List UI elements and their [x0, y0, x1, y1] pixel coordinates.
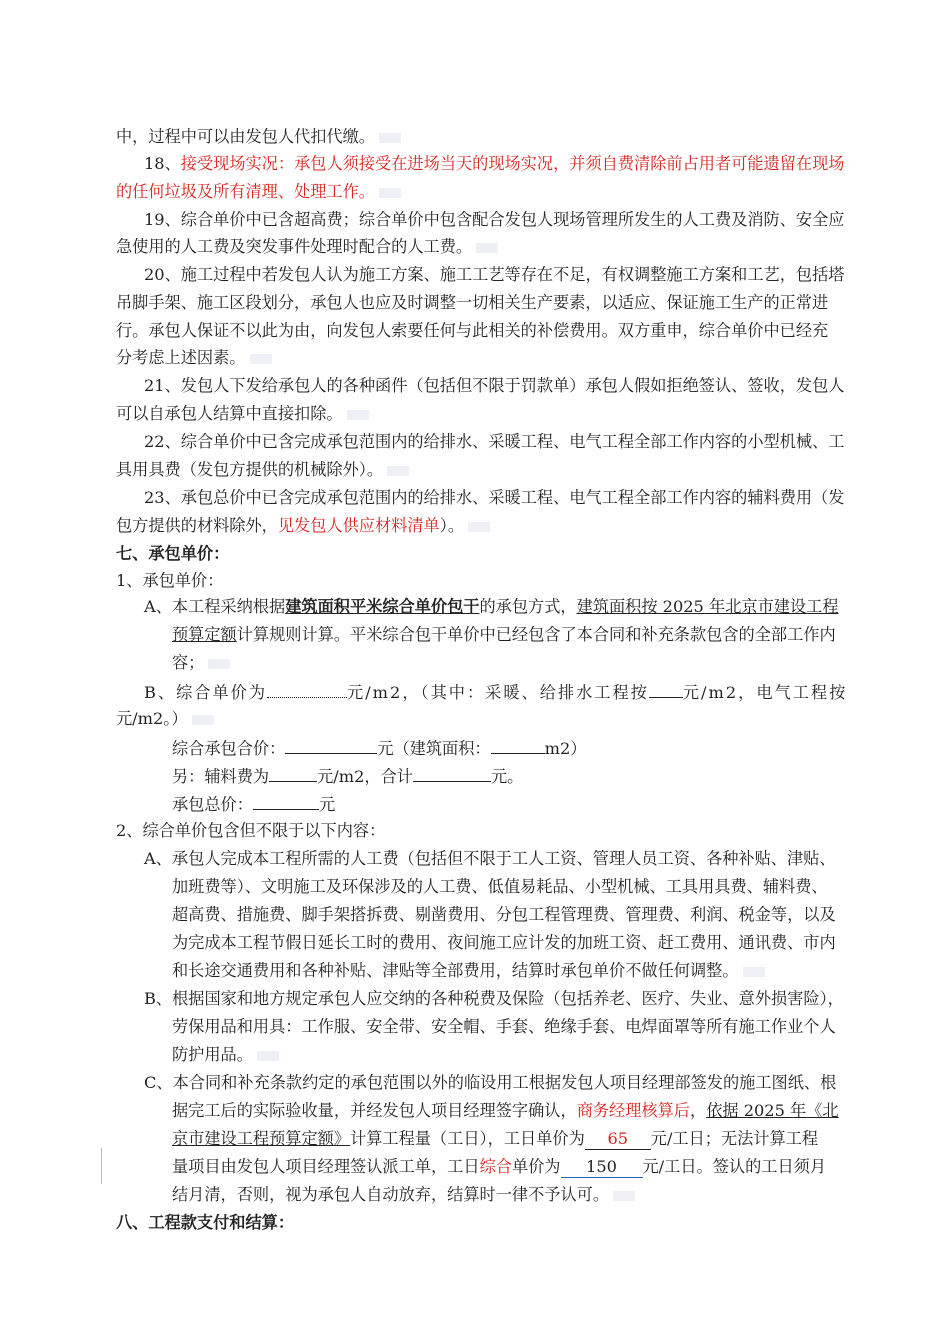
item-22-line1: 22、综合单价中已含完成承包范围内的给排水、采暖工程、电气工程全部工作内容的小型机械、工	[144, 432, 845, 451]
section-8-title: 八、工程款支付和结算：	[116, 1213, 295, 1232]
paragraph-mark	[257, 1051, 279, 1061]
grand-total-blank[interactable]	[253, 793, 319, 810]
unit-price-blank[interactable]	[267, 681, 347, 698]
paragraph-mark	[476, 243, 498, 253]
item-22-line2: 具用具费（发包方提供的机械除外）。	[116, 460, 409, 480]
clause-1a-line2: 预算定额计算规则计算。平米综合包干单价中已经包含了本合同和补充条款包含的全部工作内	[172, 625, 836, 644]
clause-2c-line5: 结月清，否则，视为承包人自动放弃，结算时一律不予认可。	[172, 1185, 635, 1205]
clause-2a-line2: 加班费等）、文明施工及环保涉及的人工费、低值易耗品、小型机械、工具用具费、辅料费、	[172, 877, 828, 896]
item-21-line2: 可以自承包人结算中直接扣除。	[116, 404, 369, 424]
clause-1b-line2: 元/m2。）	[116, 709, 214, 729]
item-21-line1: 21、发包人下发给承包人的各种函件（包括但不限于罚款单）承包人假如拒绝签认、签收，发包人	[144, 376, 845, 395]
paragraph-mark	[250, 354, 272, 364]
item-17-end: 中，过程中可以由发包人代扣代缴。	[116, 127, 401, 147]
item-23-line2: 包方提供的材料除外，见发包人供应材料清单）。	[116, 516, 490, 536]
item-20-line4: 分考虑上述因素。	[116, 348, 272, 368]
section-7-title: 七、承包单价：	[116, 544, 230, 563]
clause-2a-line5: 和长途交通费用和各种补贴、津贴等全部费用，结算时承包单价不做任何调整。	[172, 961, 765, 981]
clause-1b-line1: B、综合单价为 元/m2，（其中：采暖、给排水工程按 元/m2，电气工程按	[144, 683, 848, 702]
paragraph-mark	[743, 967, 765, 977]
section-7-sub2: 2、综合单价包含但不限于以下内容：	[116, 821, 386, 840]
paragraph-mark	[208, 659, 230, 669]
item-20-line3: 行。承包人保证不以此为由，向发包人索要任何与此相关的补偿费用。双方重申，综合单价中已经充	[116, 321, 829, 340]
paragraph-mark	[379, 133, 401, 143]
paragraph-mark	[613, 1191, 635, 1201]
total-price-line: 综合承包合价： 元（建筑面积： m2）	[172, 739, 587, 758]
item-18-line2: 的任何垃圾及所有清理、处理工作。	[116, 182, 401, 202]
section-7-sub1: 1、承包单价：	[116, 571, 224, 590]
paragraph-mark	[387, 466, 409, 476]
building-area-blank[interactable]	[491, 737, 545, 754]
aux-total-blank[interactable]	[413, 765, 491, 782]
clause-2c-line4: 量项目由发包人项目经理签认派工单，工日综合单价为 150 元/工日。签认的工日须月	[172, 1157, 827, 1176]
clause-2c-line2: 据完工后的实际验收量，并经发包人项目经理签字确认，商务经理核算后，依据 2025 年《北	[172, 1101, 839, 1120]
clause-2b-line3: 防护用品。	[172, 1045, 279, 1065]
paragraph-mark	[468, 522, 490, 532]
clause-2b-line2: 劳保用品和用具：工作服、安全带、安全帽、手套、绝缘手套、电焊面罩等所有施工作业个人	[172, 1017, 836, 1036]
item-19-line2: 急使用的人工费及突发事件处理时配合的人工费。	[116, 237, 498, 257]
combined-daily-rate-value: 150	[561, 1157, 643, 1178]
grand-total-line: 承包总价： 元	[172, 795, 336, 814]
clause-1a-line3: 容；	[172, 653, 230, 673]
paragraph-mark	[347, 410, 369, 420]
clause-2a-line1: A、承包人完成本工程所需的人工费（包括但不限于工人工资、管理人员工资、各种补贴、津贴、	[144, 849, 836, 868]
clause-2c-line3: 京市建设工程预算定额》计算工程量（工日），工日单价为 65 元/工日；无法计算工程	[172, 1129, 819, 1148]
item-20-line1: 20、施工过程中若发包人认为施工方案、施工工艺等存在不足，有权调整施工方案和工艺，包括塔	[144, 265, 845, 284]
clause-1a-line1: A、本工程采纳根据建筑面积平米综合单价包干的承包方式，建筑面积按 2025 年北京市建设工程	[144, 597, 839, 616]
clause-2a-line4: 为完成本工程节假日延长工时的费用、夜间施工应计发的加班工资、赶工费用、通讯费、市内	[172, 933, 836, 952]
item-23-line1: 23、承包总价中已含完成承包范围内的给排水、采暖工程、电气工程全部工作内容的辅料费用（发	[144, 488, 845, 507]
total-price-blank[interactable]	[285, 737, 377, 754]
revision-margin-bar	[101, 1148, 102, 1184]
aux-fee-blank[interactable]	[269, 765, 317, 782]
heating-price-blank[interactable]	[649, 681, 683, 698]
item-18-line1: 18、接受现场实况：承包人须接受在进场当天的现场实况，并须自费清除前占用者可能遗留在现场	[144, 154, 845, 173]
daily-rate-value: 65	[585, 1129, 651, 1150]
clause-2c-line1: C、本合同和补充条款约定的承包范围以外的临设用工根据发包人项目经理部签发的施工图纸、根	[144, 1073, 837, 1092]
item-19-line1: 19、综合单价中已含超高费；综合单价中包含配合发包人现场管理所发生的人工费及消防、安全应	[144, 210, 845, 229]
item-20-line2: 吊脚手架、施工区段划分，承包人也应及时调整一切相关生产要素，以适应、保证施工生产的正常进	[116, 293, 829, 312]
paragraph-mark	[379, 188, 401, 198]
aux-fee-line: 另：辅料费为 元/m2，合计 元。	[172, 767, 524, 786]
clause-2b-line1: B、根据国家和地方规定承包人应交纳的各种税费及保险（包括养老、医疗、失业、意外损害险），	[144, 989, 844, 1008]
paragraph-mark	[192, 715, 214, 725]
clause-2a-line3: 超高费、措施费、脚手架搭拆费、剔凿费用、分包工程管理费、管理费、利润、税金等，以及	[172, 905, 836, 924]
